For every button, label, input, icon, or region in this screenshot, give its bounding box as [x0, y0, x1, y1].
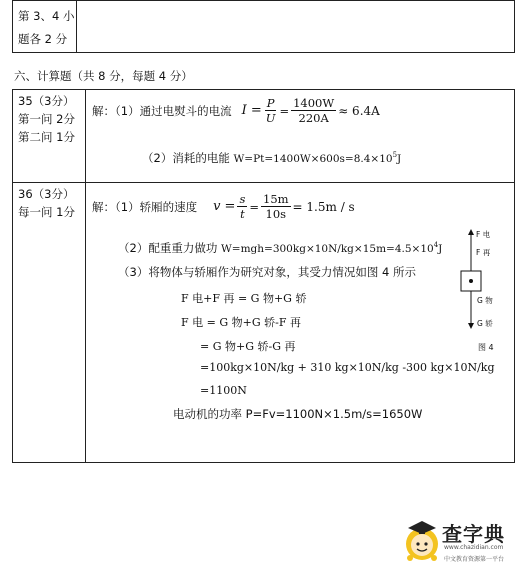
- q36-step1-fraction-st: [237, 192, 247, 221]
- q36-step1-fraction-values: [261, 192, 291, 221]
- q35-step1-result: ≈ 6.4A: [338, 103, 380, 118]
- q36-frac-t: t: [240, 207, 245, 221]
- q36-frac-s: s: [239, 192, 246, 206]
- answer-table-row-divider: [12, 182, 515, 183]
- top-table-line2: 题各 2 分: [18, 32, 68, 46]
- force-label-g2: G 轿: [477, 319, 493, 328]
- watermark-url: www.chazidian.com: [444, 544, 504, 551]
- q35-part1-score: 第一问 2分: [18, 112, 75, 126]
- q36-frac-time: 10s: [265, 207, 287, 221]
- q36-step1-result: = 1.5m / s: [292, 199, 355, 214]
- q36-score: 36（3分）: [18, 187, 75, 201]
- q36-step2-unit: J: [438, 243, 443, 255]
- q35-step2-unit: J: [397, 153, 402, 165]
- q36-step3: （3）将物体与轿厢作为研究对象，其受力情况如图 4 所示: [118, 265, 416, 279]
- q36-power: 电动机的功率 P=Fv=1100N×1.5m/s=1650W: [173, 407, 423, 421]
- force-label-g1: G 物: [477, 296, 493, 305]
- q36-frac-distance: 15m: [263, 192, 289, 206]
- q35-step2-prefix: （2）消耗的电能: [142, 151, 230, 165]
- q35-step1-fraction-values: [291, 96, 336, 125]
- section-heading: 六、计算题（共 8 分，每题 4 分）: [14, 69, 193, 83]
- q35-step1-fraction-pu: [264, 96, 278, 125]
- answer-table-column-divider: [85, 89, 86, 463]
- q35-step1-prefix: 解：（1）通过电熨斗的电流: [92, 103, 232, 118]
- q35-step1: [92, 96, 380, 125]
- q36-equation-1: F 电+F 再 = G 物+G 轿: [181, 292, 307, 305]
- figure-caption: 图 4: [478, 343, 494, 352]
- q36-step2-formula: W=mgh=300kg×10N/kg×15m=4.5×10: [220, 243, 434, 255]
- watermark-subtitle: 中文教育资源第一平台: [444, 556, 505, 563]
- q36-part-score: 每一问 1分: [18, 205, 75, 219]
- q36-equation-5: =1100N: [200, 384, 247, 397]
- q35-frac-voltage: 220A: [298, 111, 329, 125]
- q36-step1-prefix: 解：（1）轿厢的速度: [92, 199, 198, 214]
- q36-equation-3: = G 物+G 轿-G 再: [200, 340, 296, 353]
- force-label-f1: F 电: [476, 230, 491, 239]
- center-dot: [469, 279, 473, 283]
- q36-equation-4: =100kg×10N/kg + 310 kg×10N/kg -300 kg×10N/kg: [200, 361, 495, 374]
- q36-step1-equals: =: [249, 199, 259, 214]
- q35-frac-u: U: [265, 111, 276, 125]
- q35-step1-equals: =: [279, 103, 290, 118]
- q35-step2: [142, 150, 401, 166]
- mascot-logo-icon: [402, 516, 442, 566]
- q36-step2-exp: 4: [433, 241, 439, 250]
- q35-step2-exp: 5: [392, 151, 398, 160]
- q35-step2-formula: W=Pt=1400W×600s=8.4×10: [233, 153, 393, 165]
- q35-step1-lhs: I =: [241, 103, 262, 118]
- force-label-f2: F 再: [476, 248, 491, 257]
- q35-frac-power: 1400W: [293, 96, 335, 110]
- top-table-line1: 第 3、4 小: [18, 9, 75, 23]
- watermark: [402, 516, 520, 568]
- q36-step1: [92, 192, 355, 221]
- q36-equation-2: F 电 = G 物+G 轿-F 再: [181, 316, 301, 329]
- top-table: [12, 0, 515, 53]
- q35-frac-p: P: [266, 96, 275, 110]
- q35-score: 35（3分）: [18, 94, 75, 108]
- q36-step1-lhs: v =: [213, 199, 236, 214]
- q36-step2-prefix: （2）配重重力做功: [118, 241, 218, 255]
- top-table-divider: [76, 0, 77, 53]
- q36-step2: [118, 240, 442, 256]
- q35-part2-score: 第二问 1分: [18, 130, 75, 144]
- watermark-title: 查字典: [442, 522, 505, 546]
